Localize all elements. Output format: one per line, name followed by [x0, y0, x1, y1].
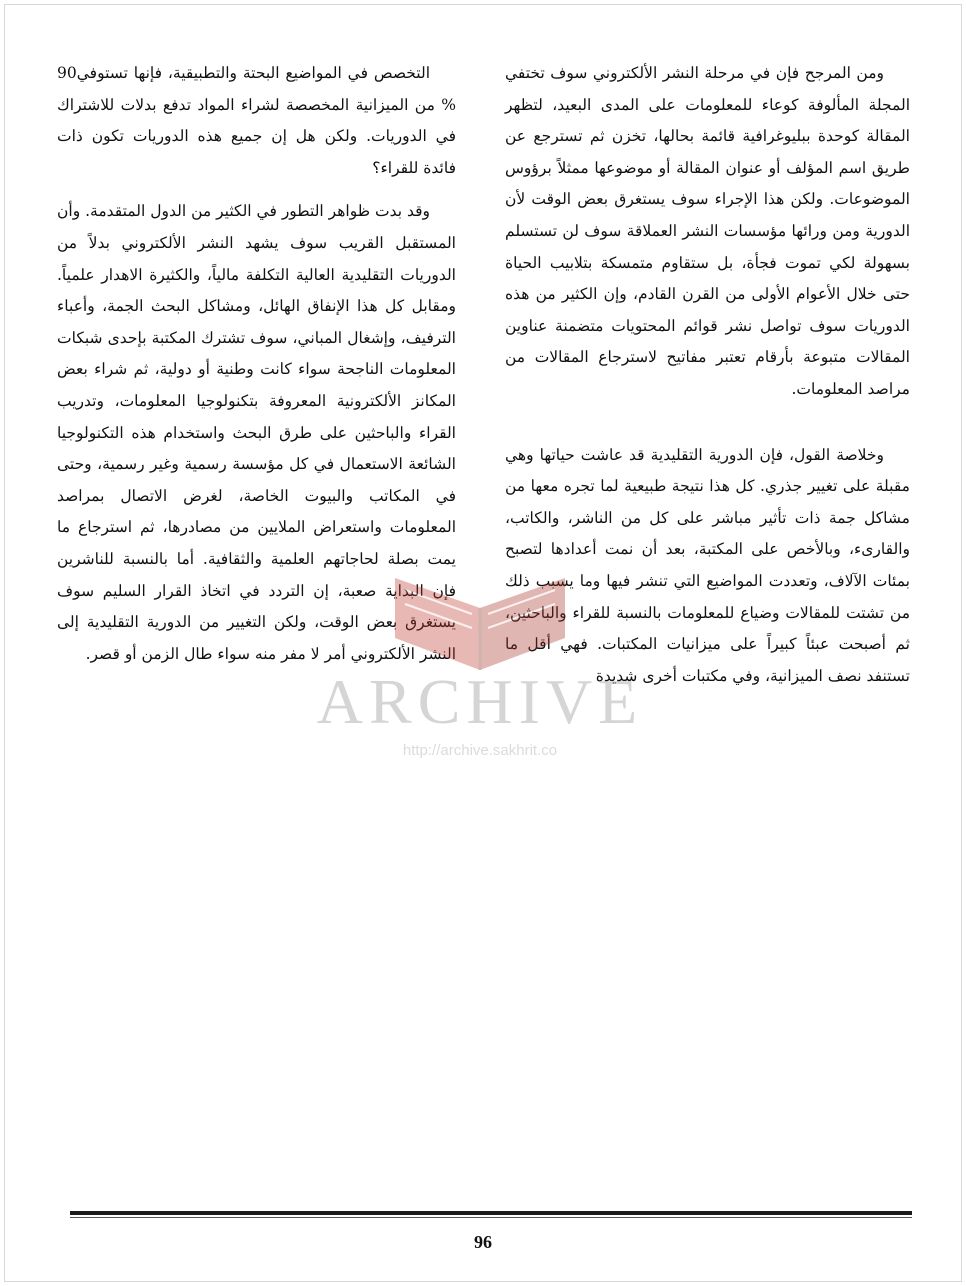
paragraph: وخلاصة القول، فإن الدورية التقليدية قد عاشت حياتها وهي مقبلة على تغيير جذري. كل هذا نتيجة طبيعية لما تجره معها من مشاكل جمة ذات تأثير مباشر على كل من الناشر، والكاتب، والقارىء، وبالأخص على المكتبة، بعد أن نمت أعدادها لتصبح بمئات الآلاف، وتعددت المواضيع التي تنشر فيها وما يسبب ذلك من تشتت للمقالات وضياع للمعلومات بالنسبة للقراء والباحثين، ثم أصبحت عبئاً كبيراً على ميزانيات المكتبات. فهي أقل ما تستنفد نصف الميزانية، وفي مكتبات أخرى شديدة [505, 445, 910, 685]
page-number: 96 [474, 1232, 492, 1252]
paragraph: التخصص في المواضيع البحتة والتطبيقية، فإنها تستوفي90 % من الميزانية المخصصة لشراء المواد تدفع بدلات للاشتراك في الدوريات. ولكن هل إن جميع هذه الدوريات تكون ذات فائدة للقراء؟ [57, 64, 456, 177]
watermark-title: ARCHIVE [316, 666, 644, 737]
footer-rule [70, 1211, 912, 1215]
left-text-column [57, 58, 456, 670]
paragraph: وقد بدت ظواهر التطور في الكثير من الدول المتقدمة. وأن المستقبل القريب سوف يشهد النشر الألكتروني بدلاً من الدوريات التقليدية العالية التكلفة مالياً، والكثيرة الاهدار علمياً. ومقابل كل هذا الإنفاق الهائل، ومشاكل البحث الجمة، وأعباء الترفيف، وإشغال المباني، سوف تشترك المكتبة بإحدى شبكات المعلومات الناجحة سواء كانت وطنية أو دولية، ثم شراء بعض المكانز الألكترونية المعروفة بتكنولوجيا المعلومات، وتدريب القراء والباحثين على طرق البحث واستخدام هذه التكنولوجيا الشائعة الاستعمال في كل مؤسسة رسمية وغير رسمية، وحتى في المكاتب والبيوت الخاصة، لغرض الاتصال بمراصد المعلومات واستعراض الملايين من مصادرها، ثم استرجاع ما يمت بصلة لحاجاتهم العلمية والثقافية. أما بالنسبة للناشرين فإن البداية صعبة، إن التردد في اتخاذ القرار السليم سوف يستغرق بعض الوقت، ولكن التغيير من الدورية التقليدية إلى النشر الألكتروني أمر لا مفر منه سواء طال الزمن أو قصر. [57, 202, 456, 663]
right-text-column [505, 58, 910, 692]
paragraph: ومن المرجح فإن في مرحلة النشر الألكتروني سوف تختفي المجلة المألوفة كوعاء للمعلومات على المدى البعيد، لتظهر المقالة كوحدة ببليوغرافية قائمة بحالها، تخزن ثم تسترجع عن طريق اسم المؤلف أو عنوان المقالة أو موضوعها ممثلاً برؤوس الموضوعات. ولكن هذا الإجراء سوف يستغرق بعض الوقت لأن الدورية ومن ورائها مؤسسات النشر العملاقة سوف لن تستسلم بسهولة لكي تموت فجأة، بل ستقاوم متمسكة بتلابيب الحياة حتى خلال الأعوام الأولى من القرن القادم، وإن الكثير من هذه الدوريات سوف تواصل نشر قوائم المحتويات متضمنة عناوين المقالات متبوعة بأرقام تعتبر مفاتيح لاسترجاع المقالات من مراصد المعلومات. [505, 64, 910, 398]
footer-rule-thin [70, 1217, 912, 1218]
watermark-url: http://archive.sakhrit.co [402, 742, 558, 759]
